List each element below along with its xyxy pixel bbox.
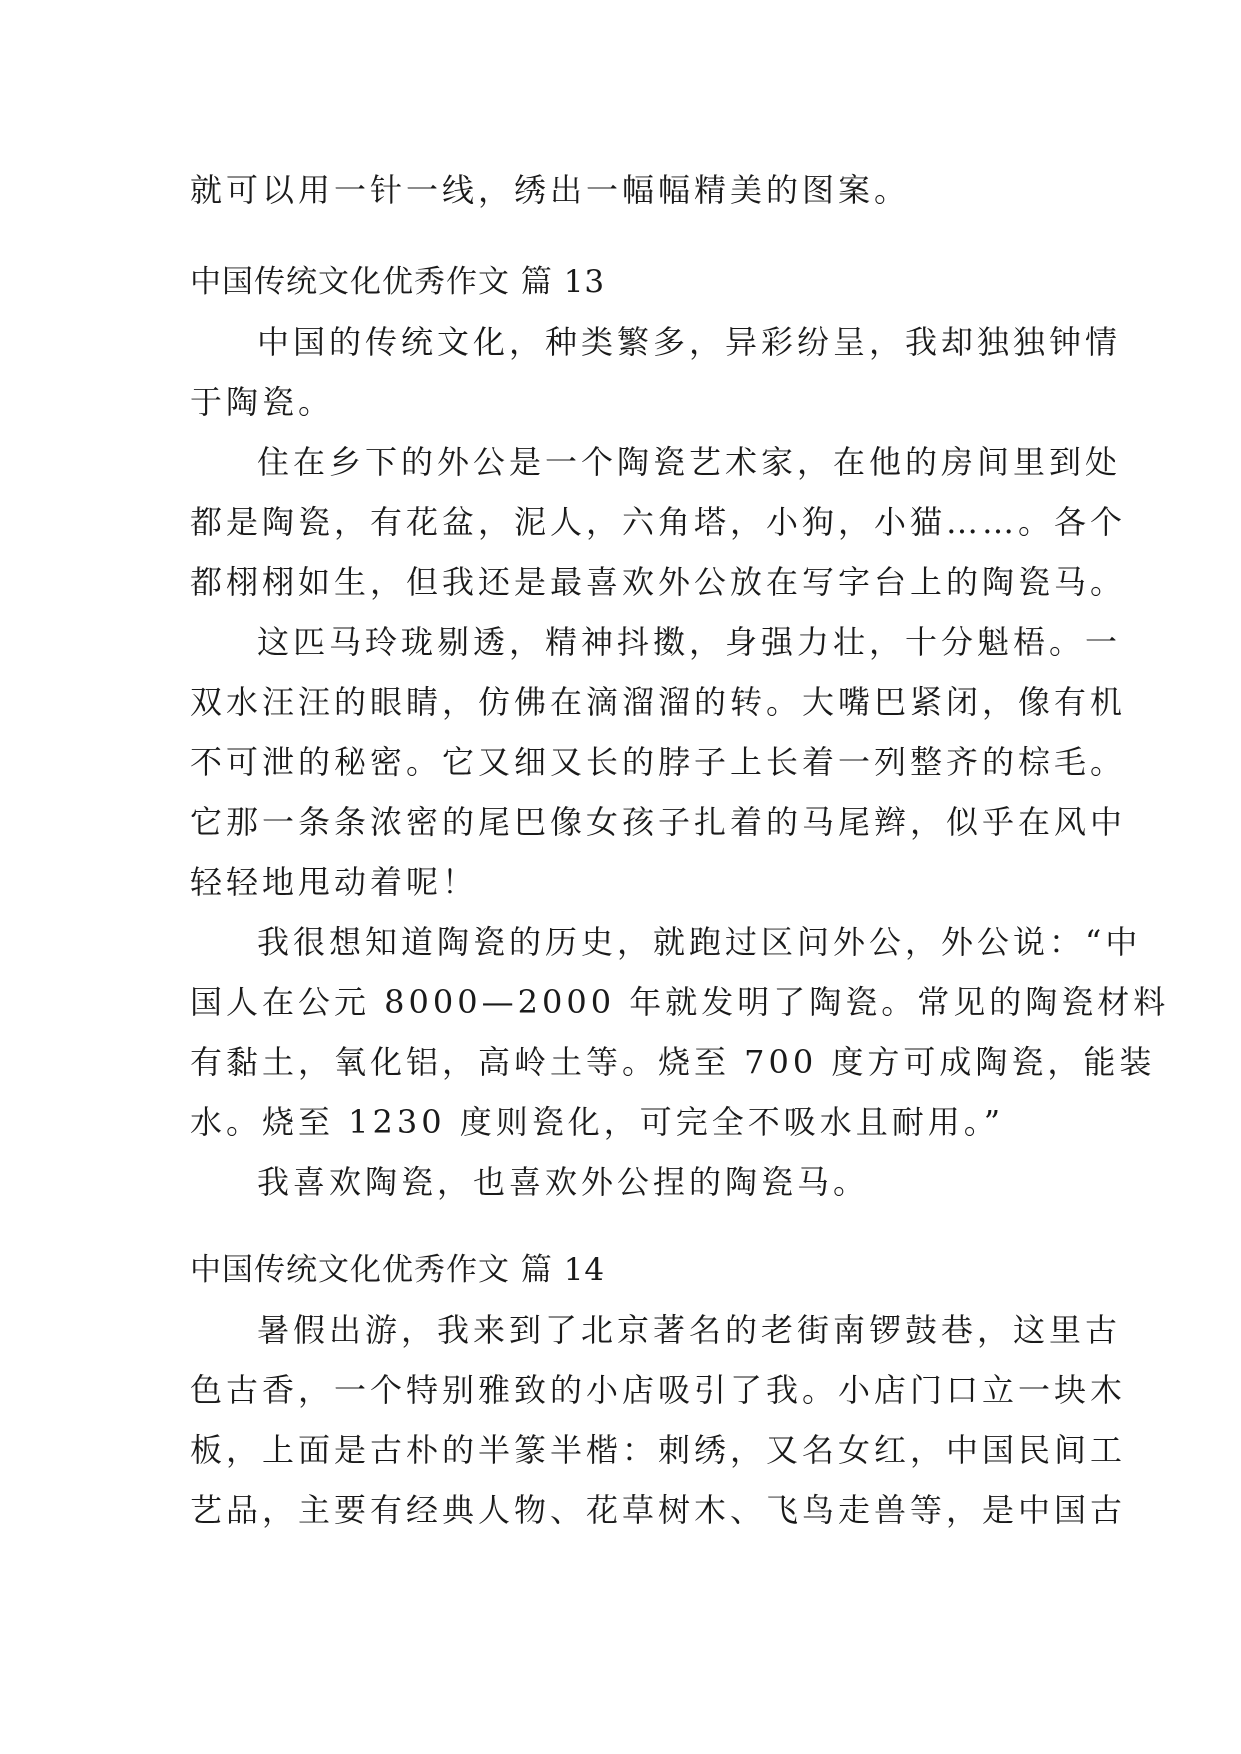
section-gap bbox=[190, 220, 1060, 252]
paragraph-line: 中国的传统文化，种类繁多，异彩纷呈，我却独独钟情 bbox=[257, 323, 1122, 361]
paragraph-line: 我喜欢陶瓷，也喜欢外公捏的陶瓷马。 bbox=[257, 1163, 870, 1201]
document-body bbox=[190, 160, 1170, 1540]
paragraph-line: 国人在公元 8000—2000 年就发明了陶瓷。常见的陶瓷材料 bbox=[190, 983, 1170, 1021]
paragraph-line: 有黏土，氧化铝，高岭土等。烧至 700 度方可成陶瓷，能装 bbox=[190, 1043, 1156, 1081]
paragraph-line: 于陶瓷。 bbox=[190, 383, 335, 421]
paragraph-line: 它那一条条浓密的尾巴像女孩子扎着的马尾辫，似乎在风中 bbox=[190, 803, 1127, 841]
section-gap bbox=[190, 1212, 1060, 1240]
section-heading-13: 中国传统文化优秀作文 篇 13 bbox=[190, 264, 606, 300]
paragraph-line: 板，上面是古朴的半篆半楷：刺绣，又名女红，中国民间工 bbox=[190, 1431, 1127, 1469]
paragraph-line: 我很想知道陶瓷的历史，就跑过区问外公，外公说：“中 bbox=[257, 923, 1142, 961]
paragraph-line: 住在乡下的外公是一个陶瓷艺术家，在他的房间里到处 bbox=[257, 443, 1122, 481]
paragraph-line: 不可泄的秘密。它又细又长的脖子上长着一列整齐的棕毛。 bbox=[190, 743, 1127, 781]
paragraph-line: 水。烧至 1230 度则瓷化，可完全不吸水且耐用。” bbox=[190, 1103, 1005, 1141]
paragraph-line: 艺品，主要有经典人物、花草树木、飞鸟走兽等，是中国古 bbox=[190, 1491, 1127, 1529]
paragraph-line: 就可以用一针一线，绣出一幅幅精美的图案。 bbox=[190, 171, 911, 209]
paragraph-line: 双水汪汪的眼睛，仿佛在滴溜溜的转。大嘴巴紧闭，像有机 bbox=[190, 683, 1127, 721]
paragraph-line: 轻轻地甩动着呢！ bbox=[190, 863, 479, 901]
paragraph-line: 暑假出游，我来到了北京著名的老街南锣鼓巷，这里古 bbox=[257, 1311, 1122, 1349]
paragraph-line: 这匹马玲珑剔透，精神抖擞，身强力壮，十分魁梧。一 bbox=[257, 623, 1122, 661]
paragraph-line: 都是陶瓷，有花盆，泥人，六角塔，小狗，小猫……。各个 bbox=[190, 503, 1127, 541]
paragraph-line: 色古香，一个特别雅致的小店吸引了我。小店门口立一块木 bbox=[190, 1371, 1127, 1409]
section-heading-14: 中国传统文化优秀作文 篇 14 bbox=[190, 1252, 606, 1288]
paragraph-line: 都栩栩如生，但我还是最喜欢外公放在写字台上的陶瓷马。 bbox=[190, 563, 1127, 601]
